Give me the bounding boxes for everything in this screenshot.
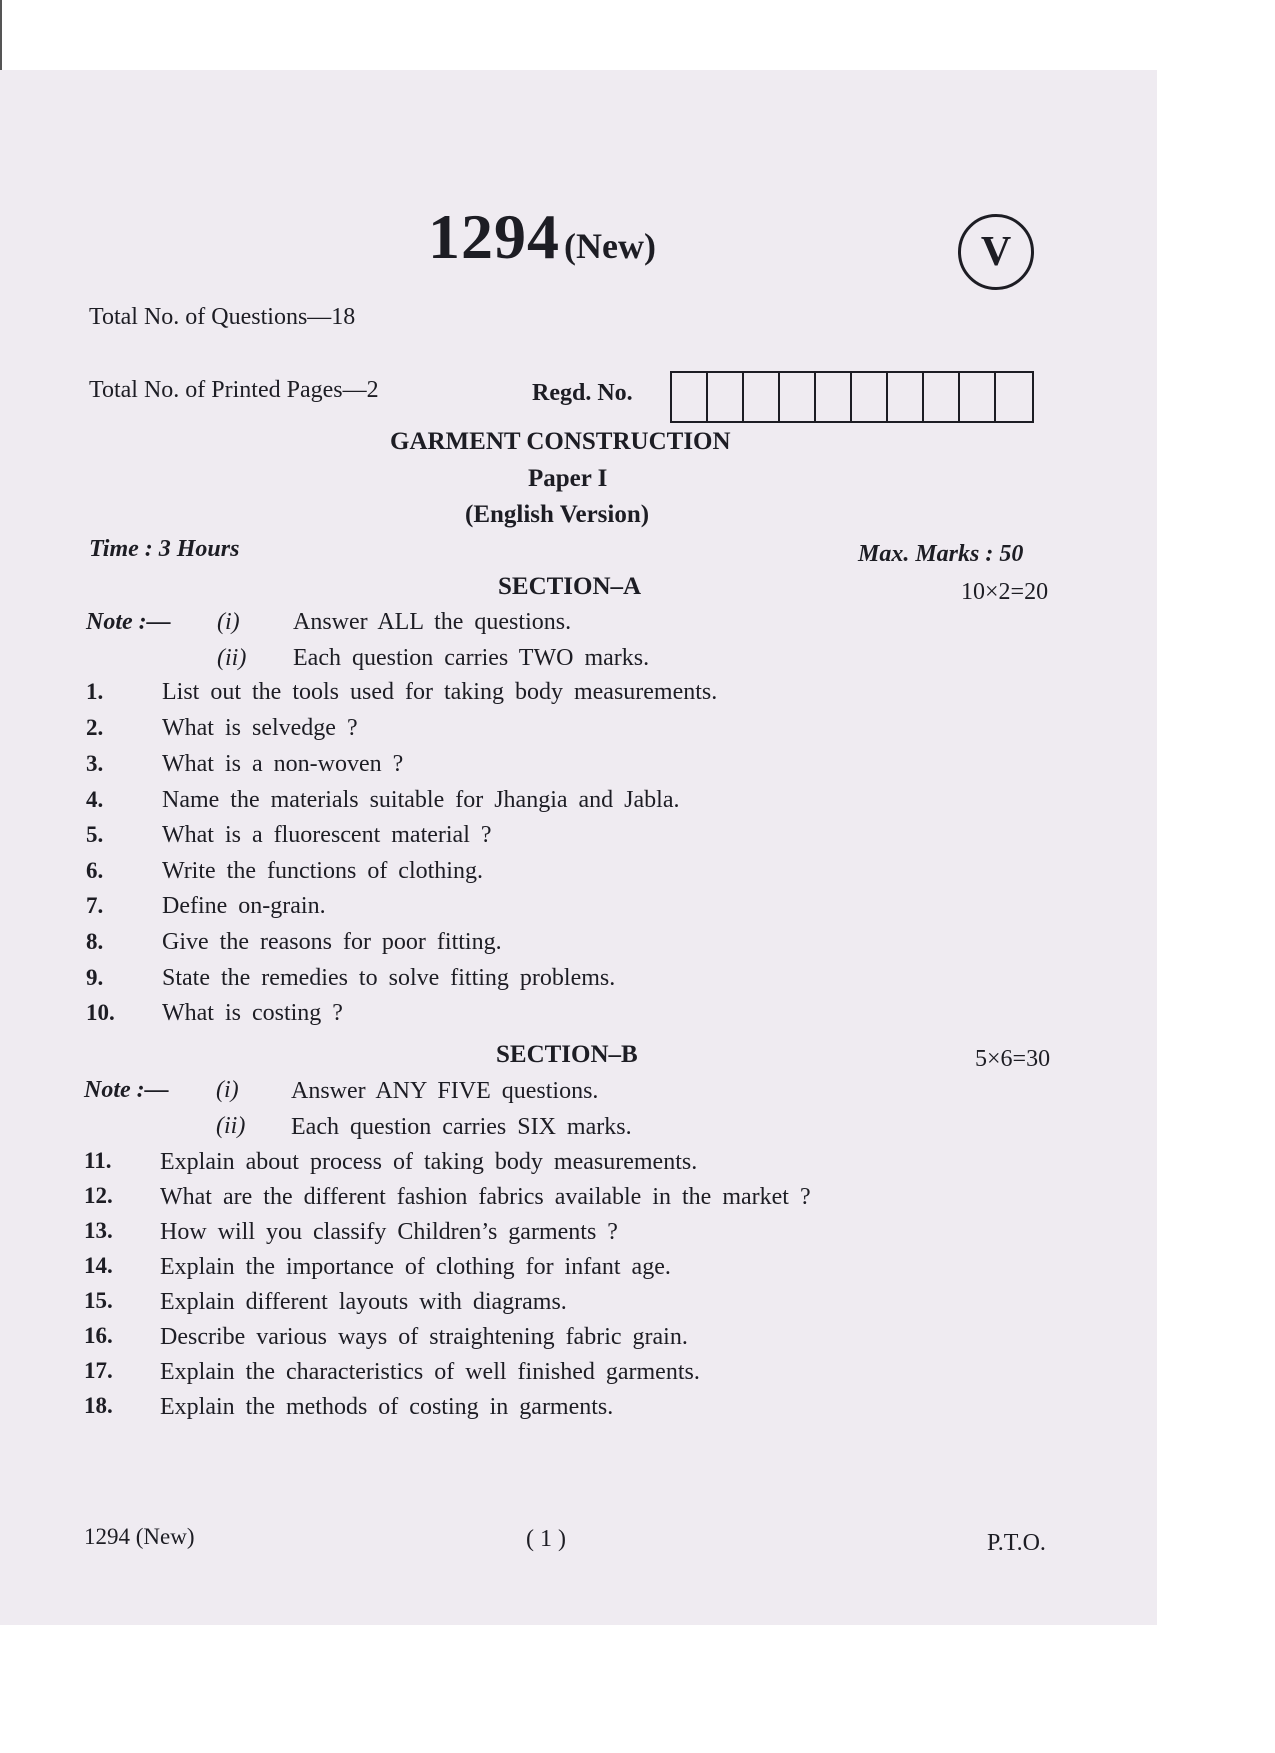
- regd-digit-box[interactable]: [960, 373, 996, 421]
- question-text: List out the tools used for taking body measurements.: [162, 679, 718, 705]
- version-badge: V: [958, 214, 1034, 290]
- question-text: What are the different fashion fabrics available in the market ?: [160, 1184, 811, 1210]
- time-allowed: Time : 3 Hours: [89, 536, 240, 562]
- section-b-title: SECTION–B: [496, 1041, 638, 1068]
- question-number: 14.: [84, 1253, 113, 1278]
- question-number: 6.: [86, 858, 104, 883]
- section-b-note-label: Note :—: [84, 1077, 169, 1103]
- regd-number-boxes[interactable]: [670, 371, 1034, 423]
- regd-digit-box[interactable]: [924, 373, 960, 421]
- section-a-note-roman: (i): [217, 609, 240, 635]
- question-number: 1.: [86, 679, 104, 704]
- page-number: ( 1 ): [526, 1526, 566, 1552]
- question-text: Name the materials suitable for Jhangia and Jabla.: [162, 787, 680, 813]
- total-pages: Total No. of Printed Pages—2: [89, 377, 379, 403]
- question-text: Explain the characteristics of well finished garments.: [160, 1359, 700, 1385]
- question-text: Write the functions of clothing.: [162, 858, 483, 884]
- section-a-note-text: Answer ALL the questions.: [293, 609, 572, 635]
- question-number: 2.: [86, 715, 104, 740]
- footer-code: 1294 (New): [84, 1524, 195, 1549]
- total-questions: Total No. of Questions—18: [89, 304, 356, 330]
- max-marks: Max. Marks : 50: [858, 541, 1024, 567]
- question-number: 7.: [86, 893, 104, 918]
- section-a-note-roman: (ii): [217, 645, 247, 671]
- paper-code-number: 1294: [428, 201, 560, 272]
- regd-digit-box[interactable]: [816, 373, 852, 421]
- question-number: 13.: [84, 1218, 113, 1243]
- section-b-note-roman: (ii): [216, 1113, 246, 1139]
- regd-label: Regd. No.: [532, 380, 633, 406]
- regd-digit-box[interactable]: [888, 373, 924, 421]
- regd-digit-box[interactable]: [744, 373, 780, 421]
- question-number: 12.: [84, 1183, 113, 1208]
- paper-code: [428, 200, 656, 274]
- section-b-note-roman: (i): [216, 1077, 239, 1103]
- question-text: Explain the methods of costing in garments.: [160, 1394, 614, 1420]
- question-number: 11.: [84, 1148, 112, 1173]
- pto-label: P.T.O.: [987, 1530, 1046, 1556]
- question-text: Define on-grain.: [162, 893, 326, 919]
- question-number: 5.: [86, 822, 104, 847]
- subject-title: GARMENT CONSTRUCTION: [390, 428, 731, 455]
- section-b-note-text: Each question carries SIX marks.: [291, 1114, 632, 1140]
- question-text: State the remedies to solve fitting problems.: [162, 965, 616, 991]
- regd-digit-box[interactable]: [708, 373, 744, 421]
- question-text: Give the reasons for poor fitting.: [162, 929, 502, 955]
- scan-edge: [0, 0, 2, 72]
- regd-digit-box[interactable]: [672, 373, 708, 421]
- section-a-note-text: Each question carries TWO marks.: [293, 645, 650, 671]
- question-number: 10.: [86, 1000, 115, 1025]
- question-text: What is a fluorescent material ?: [162, 822, 492, 848]
- section-b-marks: 5×6=30: [975, 1046, 1051, 1072]
- question-number: 4.: [86, 787, 104, 812]
- question-number: 18.: [84, 1393, 113, 1418]
- question-text: What is a non-woven ?: [162, 751, 404, 777]
- section-a-note-label: Note :—: [86, 609, 171, 635]
- regd-digit-box[interactable]: [852, 373, 888, 421]
- question-text: Explain different layouts with diagrams.: [160, 1289, 567, 1315]
- question-number: 17.: [84, 1358, 113, 1383]
- section-a-title: SECTION–A: [498, 573, 642, 600]
- section-b-note-text: Answer ANY FIVE questions.: [291, 1078, 599, 1104]
- paper-number: Paper I: [528, 465, 608, 492]
- regd-digit-box[interactable]: [780, 373, 816, 421]
- paper-code-suffix: (New): [564, 226, 656, 266]
- question-number: 16.: [84, 1323, 113, 1348]
- question-text: Explain the importance of clothing for infant age.: [160, 1254, 671, 1280]
- question-number: 3.: [86, 751, 104, 776]
- question-text: Explain about process of taking body measurements.: [160, 1149, 698, 1175]
- question-number: 9.: [86, 965, 104, 990]
- regd-digit-box[interactable]: [996, 373, 1032, 421]
- question-number: 8.: [86, 929, 104, 954]
- question-text: How will you classify Children’s garments ?: [160, 1219, 618, 1245]
- version-title: (English Version): [465, 501, 650, 528]
- question-number: 15.: [84, 1288, 113, 1313]
- question-text: What is costing ?: [162, 1000, 343, 1026]
- question-text: What is selvedge ?: [162, 715, 358, 741]
- section-a-marks: 10×2=20: [961, 579, 1049, 605]
- question-text: Describe various ways of straightening fabric grain.: [160, 1324, 688, 1350]
